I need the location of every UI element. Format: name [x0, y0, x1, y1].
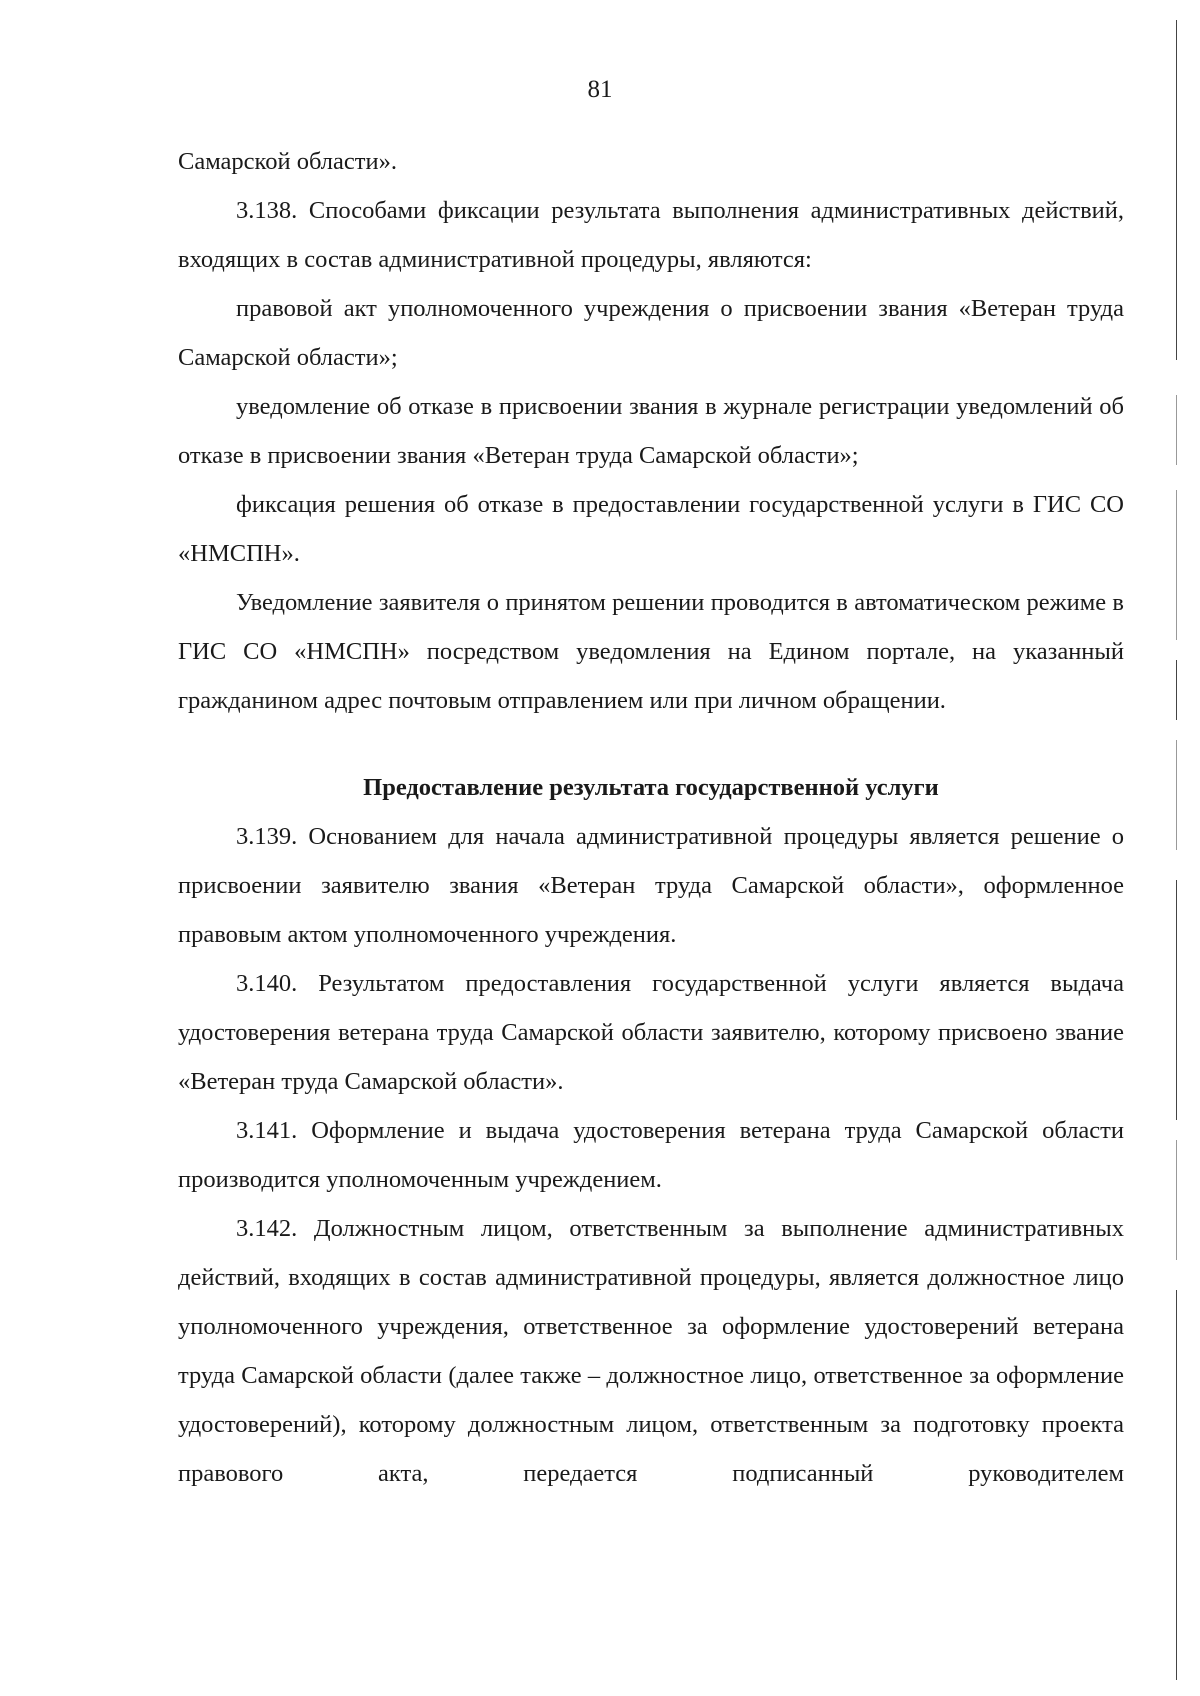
scan-edge-line [1176, 660, 1177, 720]
scan-edge-line [1176, 490, 1177, 640]
paragraph-3-140: 3.140. Результатом предоставления государственной услуги является выдача удостоверения ветерана труда Самарской области заявителю, которому присвоено звание «Ветеран труда Самарской области». [178, 970, 1124, 1095]
scan-edge-line [1176, 740, 1177, 850]
paragraph-3-141: 3.141. Оформление и выдача удостоверения ветерана труда Самарской области производится уполномоченным учреждением. [178, 1117, 1124, 1193]
paragraph-continuation: Самарской области». [178, 148, 397, 175]
paragraph-applicant-notice: Уведомление заявителя о принятом решении проводится в автоматическом режиме в ГИС СО «НМСПН» посредством уведомления на Едином портале, на указанный гражданином адрес почтовым отправлением или при личном обращении. [178, 589, 1124, 714]
section-heading: Предоставление результата государственной услуги [363, 774, 939, 801]
scan-edge-line [1176, 1290, 1177, 1680]
document-body [178, 137, 1124, 1498]
scan-edge-line [1176, 20, 1177, 360]
paragraph-3-142: 3.142. Должностным лицом, ответственным за выполнение административных действий, входящих в состав административной процедуры, является должностное лицо уполномоченного учреждения, ответственное за оформление удостоверений ветерана труда Самарской области (далее также – должностное лицо, ответственное за оформление удостоверений), которому должностным лицом, ответственным за подготовку проекта правового акта, передается подписанный руководителем [178, 1215, 1124, 1487]
paragraph-3-139: 3.139. Основанием для начала административной процедуры является решение о присвоении заявителю звания «Ветеран труда Самарской области», оформленное правовым актом уполномоченного учреждения. [178, 823, 1124, 948]
paragraph-3-138: 3.138. Способами фиксации результата выполнения административных действий, входящих в состав административной процедуры, являются: [178, 197, 1124, 273]
scan-edge-line [1176, 1140, 1177, 1260]
scan-edge-line [1176, 880, 1177, 1120]
paragraph-refusal-fixation: фиксация решения об отказе в предоставлении государственной услуги в ГИС СО «НМСПН». [178, 491, 1124, 567]
paragraph-legal-act: правовой акт уполномоченного учреждения о присвоении звания «Ветеран труда Самарской области»; [178, 295, 1124, 371]
paragraph-refusal-notice: уведомление об отказе в присвоении звания в журнале регистрации уведомлений об отказе в присвоении звания «Ветеран труда Самарской области»; [178, 393, 1124, 469]
page-number: 81 [587, 76, 613, 103]
scan-edge-line [1176, 395, 1177, 465]
